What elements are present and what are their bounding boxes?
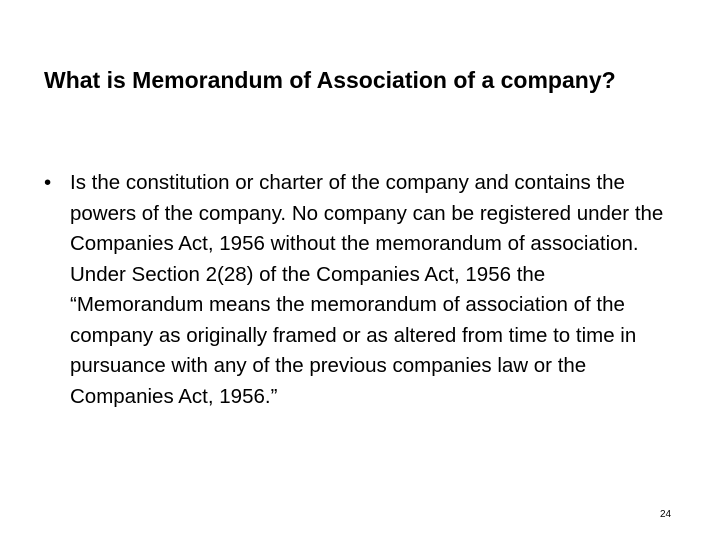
bullet-list <box>44 168 684 412</box>
slide-title: What is Memorandum of Association of a company? <box>44 67 616 93</box>
bullet-text: Is the constitution or charter of the company and contains the powers of the company. No company can be registered under the Companies Act, 1956 without the memorandum of association. Under Section 2(28) of the Companies Act, 1956 the “Memorandum means the memorandum of association of the company as originally framed or as altered from time to time in pursuance with any of the previous companies law or the Companies Act, 1956.” <box>70 171 664 408</box>
bullet-marker: • <box>44 171 52 194</box>
bullet-item <box>44 168 684 412</box>
page-number: 24 <box>660 509 672 520</box>
